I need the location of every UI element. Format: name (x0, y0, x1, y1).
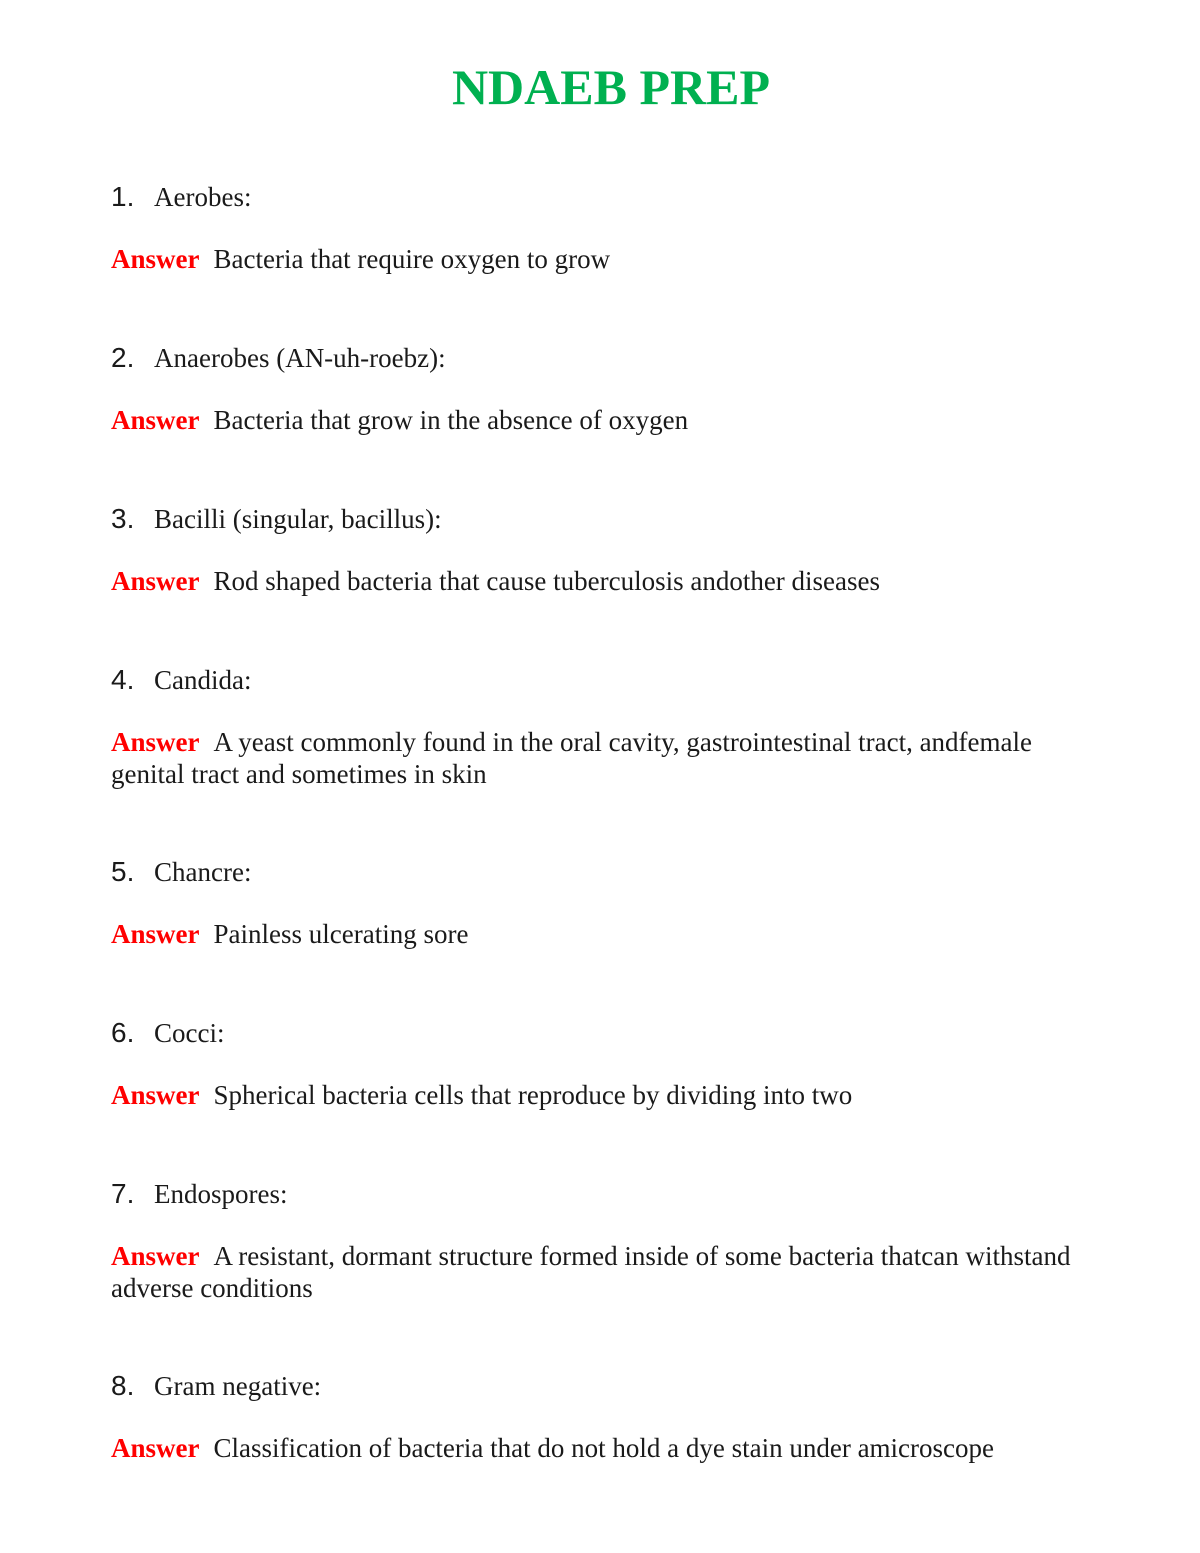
question-term: Gram negative: (154, 1371, 322, 1401)
question-number: 8. (111, 1370, 135, 1401)
answer-label: Answer (111, 1080, 200, 1110)
qa-item-5 (111, 855, 1111, 950)
question-term: Chancre: (154, 857, 252, 887)
question (111, 663, 1111, 697)
answer-label: Answer (111, 244, 200, 274)
answer-label: Answer (111, 919, 200, 949)
answer (111, 243, 1111, 275)
question (111, 1369, 1111, 1403)
question-number: 1. (111, 181, 135, 212)
question (111, 1016, 1111, 1050)
answer (111, 1432, 1111, 1464)
qa-item-7 (111, 1177, 1111, 1304)
answer (111, 1079, 1111, 1111)
answer (111, 404, 1111, 436)
answer (111, 1240, 1111, 1304)
answer (111, 918, 1111, 950)
answer-text: Bacteria that grow in the absence of oxygen (213, 405, 689, 435)
qa-item-1 (111, 180, 1111, 275)
answer-text: Spherical bacteria cells that reproduce by dividing into two (213, 1080, 853, 1110)
question-number: 2. (111, 342, 135, 373)
answer (111, 565, 1111, 597)
answer-text: A resistant, dormant structure formed inside of some bacteria thatcan withstand adverse conditions (111, 1241, 1071, 1303)
question-term: Candida: (154, 665, 252, 695)
question-term: Anaerobes (AN-uh-roebz): (154, 343, 446, 373)
question-number: 4. (111, 664, 135, 695)
answer-text: Classification of bacteria that do not hold a dye stain under amicroscope (213, 1433, 995, 1463)
question-term: Aerobes: (154, 182, 252, 212)
qa-item-4 (111, 663, 1111, 790)
answer-label: Answer (111, 1241, 200, 1271)
question (111, 855, 1111, 889)
answer (111, 726, 1111, 790)
qa-item-3 (111, 502, 1111, 597)
answer-text: Bacteria that require oxygen to grow (213, 244, 611, 274)
answer-label: Answer (111, 1433, 200, 1463)
answer-label: Answer (111, 405, 200, 435)
document-title: NDAEB PREP (451, 59, 771, 115)
qa-item-6 (111, 1016, 1111, 1111)
answer-label: Answer (111, 566, 200, 596)
question (111, 1177, 1111, 1211)
qa-item-8 (111, 1369, 1111, 1464)
question-number: 5. (111, 856, 135, 887)
answer-label: Answer (111, 727, 200, 757)
question-term: Endospores: (154, 1179, 288, 1209)
answer-text: A yeast commonly found in the oral cavity, gastrointestinal tract, andfemale genital tract and sometimes in skin (111, 727, 1033, 789)
qa-item-2 (111, 341, 1111, 436)
question (111, 502, 1111, 536)
question-number: 6. (111, 1017, 135, 1048)
question (111, 341, 1111, 375)
answer-text: Painless ulcerating sore (213, 919, 469, 949)
question-term: Cocci: (154, 1018, 225, 1048)
question (111, 180, 1111, 214)
question-number: 7. (111, 1178, 135, 1209)
answer-text: Rod shaped bacteria that cause tuberculosis andother diseases (213, 566, 881, 596)
question-term: Bacilli (singular, bacillus): (154, 504, 442, 534)
question-number: 3. (111, 503, 135, 534)
